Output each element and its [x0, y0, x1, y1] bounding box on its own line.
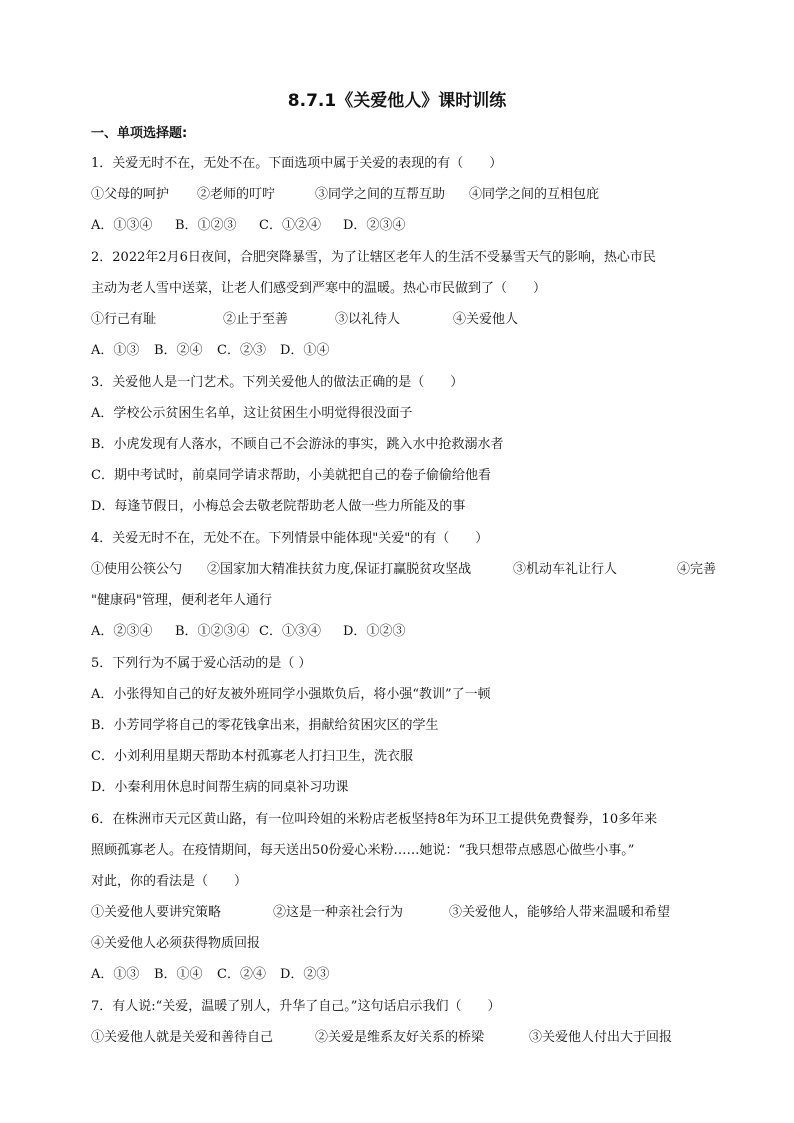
question-5-option-b: B．小芳同学将自己的零花钱拿出来，捐献给贫困灾区的学生	[91, 718, 439, 733]
question-6-stem-cont: 照顾孤寡老人。在疫情期间，每天送出50份爱心米粉……她说：“我只想带点感恩心做些小事。”	[91, 843, 635, 858]
q1-choice: D．②③④	[343, 218, 406, 233]
q6-choice: B．①④	[154, 967, 203, 982]
q7-item: ②关爱是维系友好关系的桥梁	[315, 1030, 485, 1045]
q4-item: ③机动车礼让行人	[513, 562, 618, 577]
question-2-stem-cont: 主动为老人雪中送菜，让老人们感受到严寒中的温暖。热心市民做到了（ ）	[91, 281, 547, 296]
q6-item: ①关爱他人要讲究策略	[91, 905, 222, 920]
question-3-option-c: C．期中考试时，前桌同学请求帮助，小美就把自己的卷子偷偷给他看	[91, 468, 491, 483]
q2-choice: C．②③	[217, 343, 266, 358]
question-5-stem: 5．下列行为不属于爱心活动的是（ ）	[91, 656, 312, 671]
question-4-items-cont: "健康码"管理，便利老年人通行	[91, 593, 272, 608]
q4-item: ②国家加大精准扶贫力度,保证打赢脱贫攻坚战	[207, 562, 472, 577]
q2-choice: A．①③	[91, 343, 140, 358]
question-3-option-a: A．学校公示贫困生名单，这让贫困生小明觉得很没面子	[91, 406, 413, 421]
q6-choice: A．①③	[91, 967, 140, 982]
question-3-option-d: D．每逢节假日，小梅总会去敬老院帮助老人做一些力所能及的事	[91, 499, 466, 514]
q1-item: ①父母的呵护	[91, 187, 170, 202]
q1-choice: B．①②③	[175, 218, 237, 233]
question-2-stem: 2．2022年2月6日夜间，合肥突降暴雪，为了让辖区老年人的生活不受暴雪天气的影响，热心市民	[91, 250, 656, 265]
q2-item: ②止于至善	[223, 312, 289, 327]
question-1-stem: 1．关爱无时不在，无处不在。下面选项中属于关爱的表现的有（ ）	[91, 156, 503, 171]
question-1-choices	[91, 217, 405, 235]
q4-choice: B．①②③④	[175, 624, 250, 639]
q4-item: ④完善	[677, 562, 717, 577]
q1-item: ②老师的叮咛	[197, 187, 276, 202]
q1-choice: A．①③④	[91, 218, 153, 233]
q1-item: ③同学之间的互帮互助	[315, 187, 446, 202]
question-7-stem: 7．有人说:“关爱，温暖了别人，升华了自己。”这句话启示我们（ ）	[91, 999, 501, 1014]
q2-choice: D．①④	[280, 343, 330, 358]
question-5-option-c: C．小刘利用星期天帮助本村孤寡老人打扫卫生，洗衣服	[91, 749, 413, 764]
question-4-items	[91, 561, 716, 579]
q1-choice: C．①②④	[259, 218, 321, 233]
question-1-items	[91, 186, 599, 204]
question-6-stem: 6．在株洲市天元区黄山路，有一位叫玲姐的米粉店老板坚持8年为环卫工提供免费餐券，10多年来	[91, 812, 658, 827]
question-2-choices	[91, 342, 329, 360]
question-6-stem-end: 对此，你的看法是（ ）	[91, 874, 248, 889]
question-3-stem: 3．关爱他人是一门艺术。下列关爱他人的做法正确的是（ ）	[91, 375, 464, 390]
question-3-option-b: B．小虎发现有人落水，不顾自己不会游泳的事实，跳入水中抢救溺水者	[91, 437, 504, 452]
page-title: 8.7.1《关爱他人》课时训练	[287, 91, 507, 111]
question-6-choices	[91, 966, 329, 984]
question-5-option-d: D．小秦利用休息时间帮生病的同桌补习功课	[91, 780, 349, 795]
q7-item: ③关爱他人付出大于回报	[529, 1030, 673, 1045]
question-4-choices	[91, 623, 405, 641]
q6-choice: D．②③	[280, 967, 330, 982]
q2-item: ①行己有耻	[91, 312, 157, 327]
question-6-item-4: ④关爱他人必须获得物质回报	[91, 936, 261, 951]
q4-choice: D．①②③	[343, 624, 406, 639]
q6-item: ②这是一种亲社会行为	[273, 905, 404, 920]
question-7-items	[91, 1029, 672, 1047]
question-4-stem: 4．关爱无时不在，无处不在。下列情景中能体现"关爱"的有（ ）	[91, 531, 489, 546]
question-6-items	[91, 904, 670, 922]
q4-choice: A．②③④	[91, 624, 153, 639]
q2-choice: B．②④	[154, 343, 203, 358]
q6-choice: C．②④	[217, 967, 266, 982]
q2-item: ④关爱他人	[453, 312, 519, 327]
q6-item: ③关爱他人，能够给人带来温暖和希望	[449, 905, 671, 920]
section-heading: 一、单项选择题:	[91, 126, 188, 141]
question-2-items	[91, 311, 518, 329]
q4-choice: C．①③④	[259, 624, 321, 639]
question-5-option-a: A．小张得知自己的好友被外班同学小强欺负后，将小强“教训”了一顿	[91, 687, 491, 702]
q7-item: ①关爱他人就是关爱和善待自己	[91, 1030, 274, 1045]
q2-item: ③以礼待人	[335, 312, 401, 327]
q1-item: ④同学之间的互相包庇	[469, 187, 600, 202]
q4-item: ①使用公筷公勺	[91, 562, 183, 577]
